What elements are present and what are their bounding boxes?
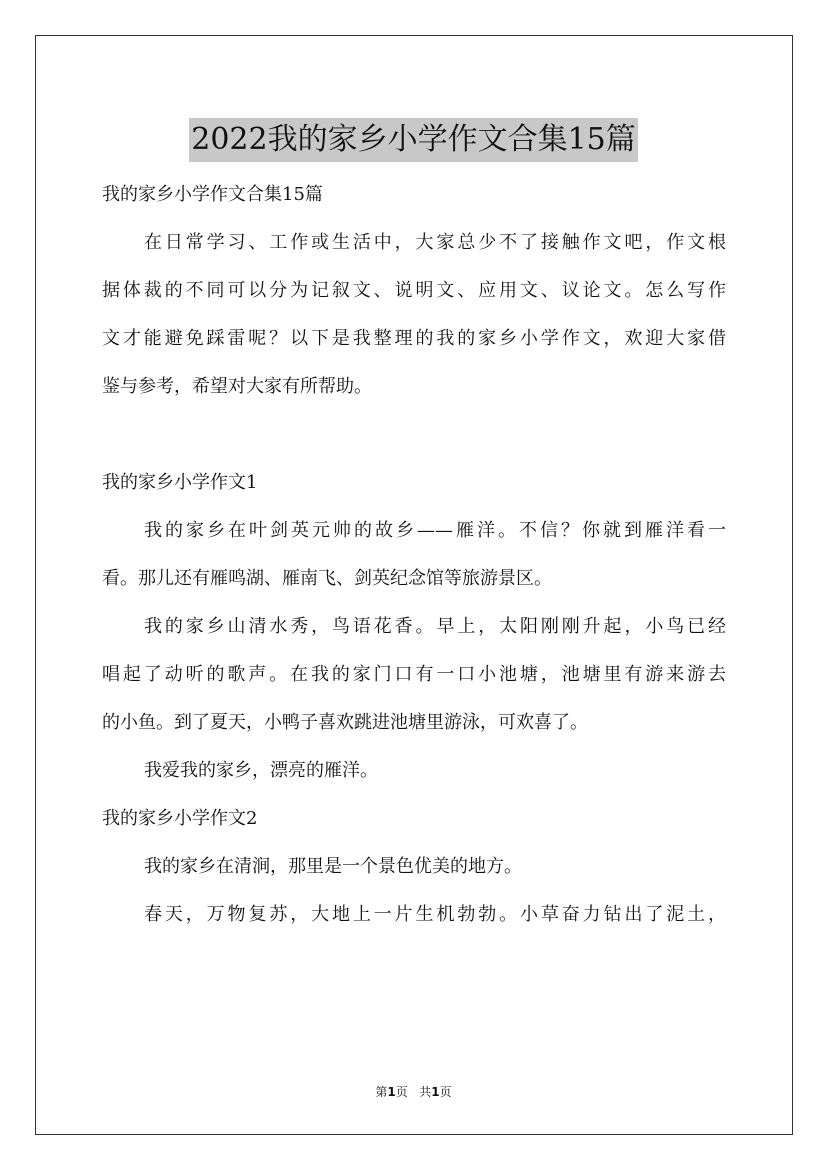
paragraph-line: 据体裁的不同可以分为记叙文、说明文、应用文、议论文。怎么写作 xyxy=(102,280,726,301)
paragraph-line: 我的家乡在叶剑英元帅的故乡——雁洋。不信？你就到雁洋看一 xyxy=(144,520,726,541)
footer-page-prefix: 第 xyxy=(375,1085,388,1099)
paragraph-line: 鉴与参考，希望对大家有所帮助。 xyxy=(102,376,372,397)
paragraph-line: 在日常学习、工作或生活中，大家总少不了接触作文吧，作文根 xyxy=(144,232,726,253)
footer-total-suffix: 页 xyxy=(439,1085,452,1099)
paragraph-line: 我的家乡山清水秀，鸟语花香。早上，太阳刚刚升起，小鸟已经 xyxy=(144,616,726,637)
footer-total-prefix: 共 xyxy=(419,1085,432,1099)
paragraph-line: 我的家乡在清涧，那里是一个景色优美的地方。 xyxy=(144,856,522,877)
page-footer xyxy=(0,1084,827,1100)
paragraph-line: 我爱我的家乡，漂亮的雁洋。 xyxy=(144,760,378,781)
footer-page-suffix: 页 xyxy=(395,1085,408,1099)
paragraph-line: 唱起了动听的歌声。在我的家门口有一口小池塘，池塘里有游来游去 xyxy=(102,664,726,685)
title-container xyxy=(0,98,827,182)
document-title: 2022我的家乡小学作文合集15篇 xyxy=(189,118,638,162)
section-heading: 我的家乡小学作文2 xyxy=(102,808,258,829)
section-heading: 我的家乡小学作文合集15篇 xyxy=(102,184,323,205)
footer-page-number: 1 xyxy=(387,1085,396,1099)
paragraph-line: 的小鱼。到了夏天，小鸭子喜欢跳进池塘里游泳，可欢喜了。 xyxy=(102,712,588,733)
paragraph-line: 春天，万物复苏，大地上一片生机勃勃。小草奋力钻出了泥土， xyxy=(144,904,726,925)
footer-total-number: 1 xyxy=(431,1085,440,1099)
blank-line xyxy=(102,411,726,459)
paragraph-line: 文才能避免踩雷呢？以下是我整理的我的家乡小学作文，欢迎大家借 xyxy=(102,328,726,349)
document-body xyxy=(102,171,726,939)
paragraph-line: 看。那儿还有雁鸣湖、雁南飞、剑英纪念馆等旅游景区。 xyxy=(102,568,552,589)
section-heading: 我的家乡小学作文1 xyxy=(102,472,258,493)
